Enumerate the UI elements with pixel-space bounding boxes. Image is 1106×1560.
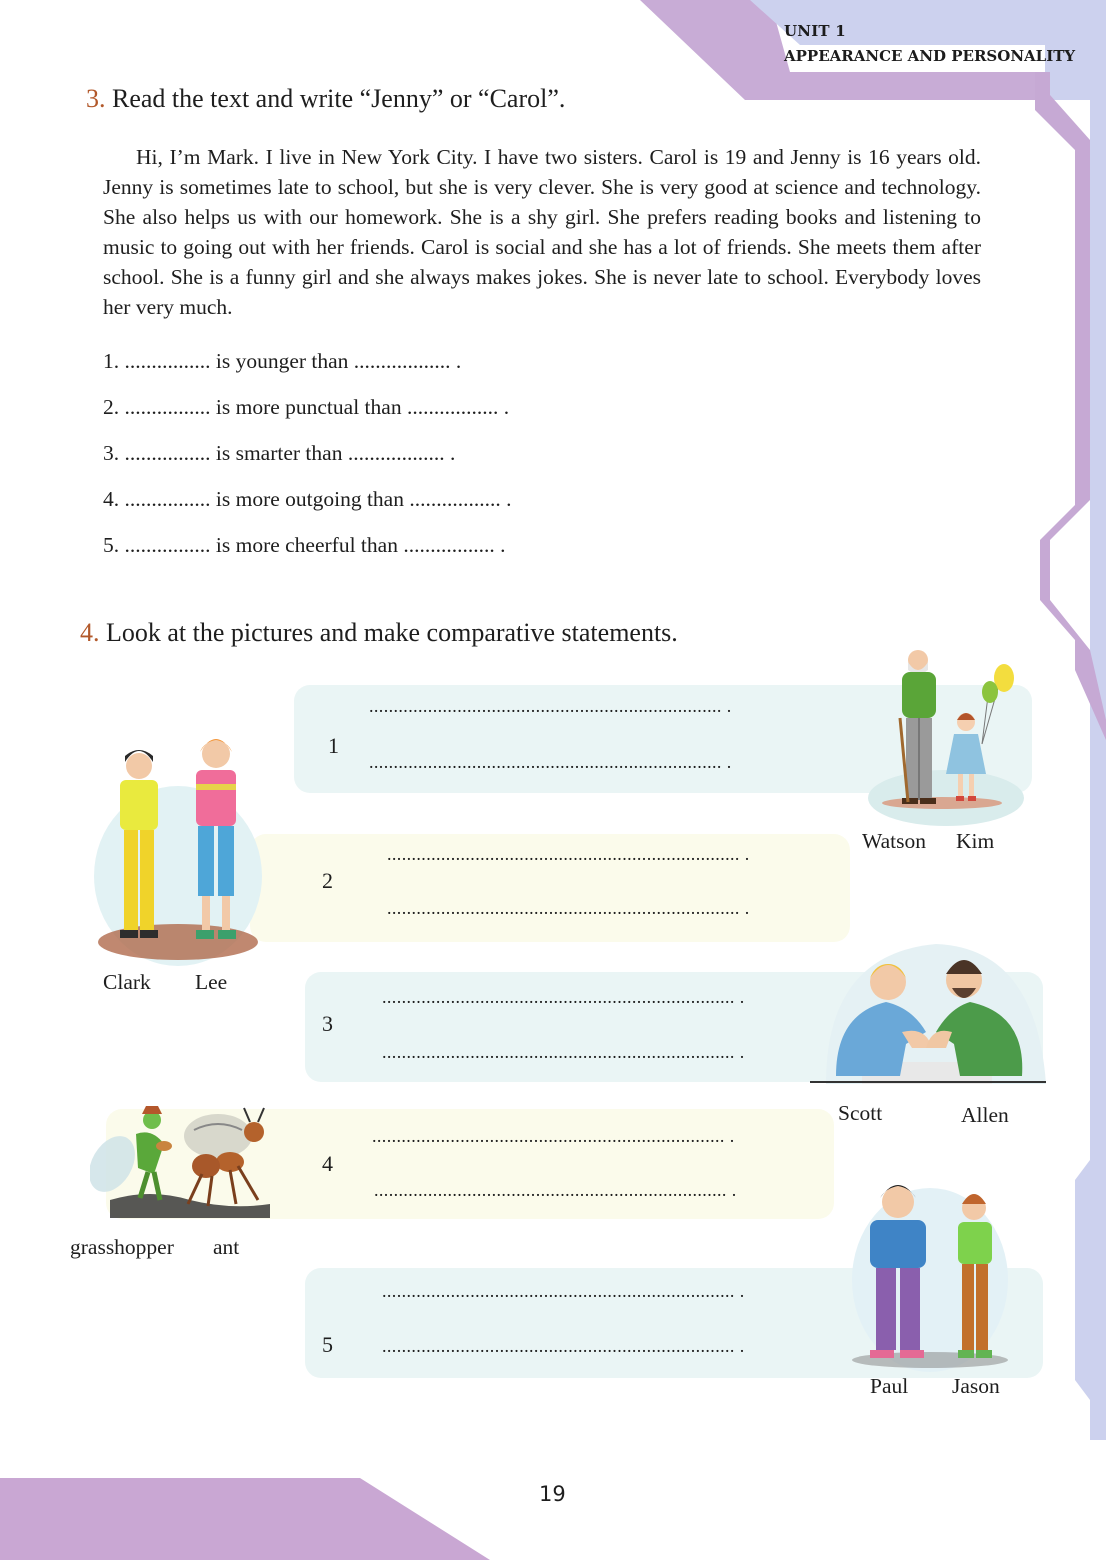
question-item[interactable]: 4. ................ is more outgoing than ................. . xyxy=(103,487,512,511)
exercise-3-title xyxy=(86,84,565,114)
answer-line[interactable]: ........................................................................ . xyxy=(374,1180,737,1200)
clark-lee-illustration xyxy=(92,726,264,970)
exercise-3-number: 3. xyxy=(86,84,106,113)
exercise-4-instruction: Look at the pictures and make comparative statements. xyxy=(106,618,678,647)
watson-kim-illustration xyxy=(862,648,1034,830)
box-number: 5 xyxy=(322,1332,333,1357)
name-label: Allen xyxy=(961,1103,1009,1127)
exercise-3-instruction: Read the text and write “Jenny” or “Carol”. xyxy=(112,84,566,113)
box-number: 1 xyxy=(328,733,339,758)
answer-line[interactable]: ........................................................................ . xyxy=(369,696,732,716)
answer-line[interactable]: ........................................................................ . xyxy=(387,844,750,864)
grasshopper-ant-illustration xyxy=(90,1104,274,1218)
unit-title: APPEARANCE AND PERSONALITY xyxy=(784,47,1076,65)
box-number: 4 xyxy=(322,1151,333,1176)
name-label: ant xyxy=(213,1235,240,1259)
name-label: Clark xyxy=(103,970,151,994)
name-label: Paul xyxy=(870,1374,909,1398)
answer-line[interactable]: ........................................................................ . xyxy=(387,898,750,918)
name-label: Lee xyxy=(195,970,228,994)
name-label: Watson xyxy=(862,829,926,853)
unit-label: UNIT 1 xyxy=(784,22,846,40)
paul-jason-illustration xyxy=(842,1180,1018,1374)
box-number: 3 xyxy=(322,1011,333,1036)
answer-line[interactable]: ........................................................................ . xyxy=(382,987,745,1007)
answer-line[interactable]: ........................................................................ . xyxy=(382,1336,745,1356)
answer-line[interactable]: ........................................................................ . xyxy=(382,1042,745,1062)
footer-banner-shape xyxy=(0,1478,490,1560)
question-item[interactable]: 2. ................ is more punctual than ................. . xyxy=(103,395,510,419)
name-label: Scott xyxy=(838,1101,883,1125)
name-label: grasshopper xyxy=(70,1235,174,1259)
question-item[interactable]: 3. ................ is smarter than .................. . xyxy=(103,441,456,465)
answer-line[interactable]: ........................................................................ . xyxy=(372,1126,735,1146)
answer-line[interactable]: ........................................................................ . xyxy=(382,1281,745,1301)
exercise-4-title xyxy=(80,618,678,648)
name-label: Kim xyxy=(956,829,995,853)
exercise-4-number: 4. xyxy=(80,618,100,647)
box-number: 2 xyxy=(322,868,333,893)
page-number: 19 xyxy=(539,1482,566,1506)
scott-allen-illustration xyxy=(806,936,1048,1086)
answer-line[interactable]: ........................................................................ . xyxy=(369,752,732,772)
name-label: Jason xyxy=(952,1374,1000,1398)
question-item[interactable]: 1. ................ is younger than .................. . xyxy=(103,349,462,373)
reading-passage: Hi, I’m Mark. I live in New York City. I have two sisters. Carol is 19 and Jenny is 16 years old. Jenny is sometimes late to school, but she is very clever. She is very good at science and technology. She also helps us with our homework. She is a shy girl. She prefers reading books and listening to music to going out with her friends. Carol is social and she has a lot of friends. She meets them after school. She is a funny girl and she always makes jokes. She is never late to school. Everybody loves her very much. xyxy=(103,145,981,319)
question-item[interactable]: 5. ................ is more cheerful than ................. . xyxy=(103,533,506,557)
